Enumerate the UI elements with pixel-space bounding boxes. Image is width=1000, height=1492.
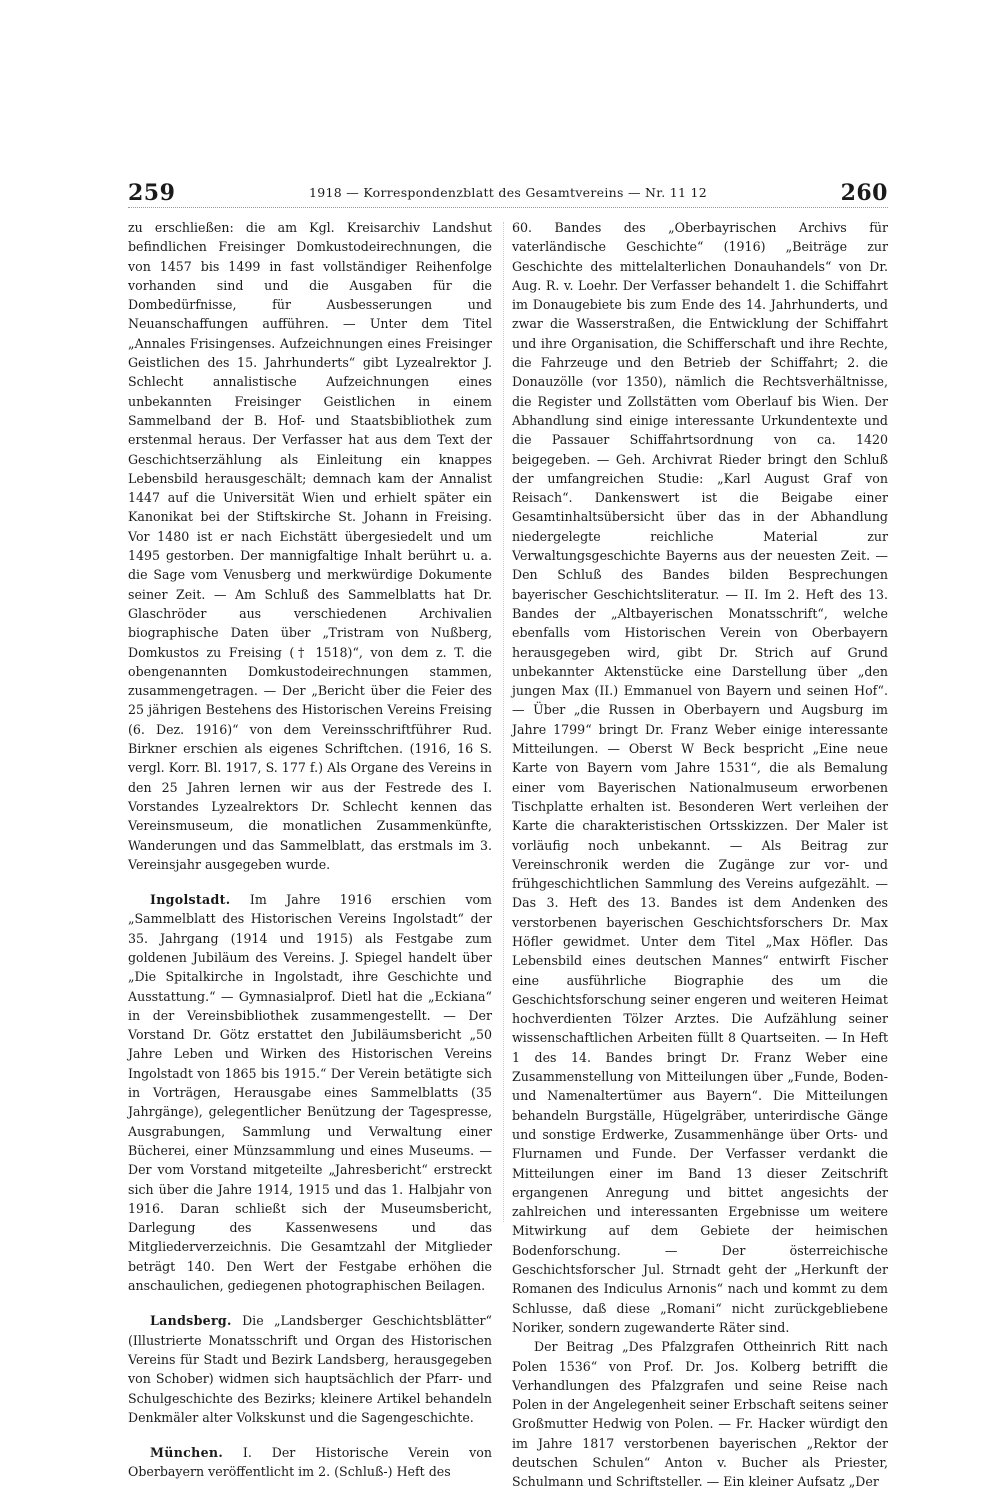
left-column xyxy=(128,218,492,1482)
running-title: 1918 — Korrespondenzblatt des Gesamtvereins — Nr. 11 12 xyxy=(308,185,708,200)
right-column xyxy=(512,218,888,1492)
muenchen-text: I. Der Historische Verein von Oberbayern veröffentlicht im 2. (Schluß-) Heft des xyxy=(128,1445,492,1480)
right-paragraph-ottheinrich: Der Beitrag „Des Pfalzgrafen Ottheinrich Ritt nach Polen 1536“ von Prof. Dr. Jos. Kolberg betrifft die Verhandlungen des Pfalzgrafen und seine Reise nach Polen in der Angelegenheit seiner Erbschaft seitens seiner Großmutter Hedwig von Polen. — Fr. Hacker würdigt den im Jahre 1817 verstorbenen bayerischen „Rektor der deutschen Schulen“ Anton v. Bucher als Priester, Schulmann und Schriftsteller. — Ein kleiner Aufsatz „Der xyxy=(512,1339,888,1490)
right-paragraph-archiv: 60. Bandes des „Oberbayrischen Archivs für vaterländische Geschichte“ (1916) „Beiträge zur Geschichte des mittelalterlichen Donauhandels“ von Dr. Aug. R. v. Loehr. Der Verfasser behandelt 1. die Schiffahrt im Donaugebiete bis zum Ende des 14. Jahrhunderts, und zwar die Wasserstraßen, die Entwicklung der Schiffahrt und ihre Organisation, die Schifferschaft und ihre Rechte, die Fahrzeuge und den Betrieb der Schiffahrt; 2. die Donauzölle (vor 1350), nämlich die Rechtsverhältnisse, die Register und Zollstätten vom Oberlauf bis Wien. Der Abhandlung sind einige interessante Urkundentexte und die Passauer Schiffahrtsordnung von ca. 1420 beigegeben. — Geh. Archivrat Rieder bringt den Schluß der umfangreichen Studie: „Karl August Graf von Reisach“. Dankenswert ist die Beigabe einer Gesamtinhaltsübersicht über das in der Abhandlung niedergelegte reichliche Material zur Verwaltungsgeschichte Bayerns aus der neuesten Zeit. — Den Schluß des Bandes bilden Besprechungen bayerischer Geschichtsliteratur. — II. Im 2. Heft des 13. Bandes der „Altbayerischen Monatsschrift“, welche ebenfalls vom Historischen Verein von Oberbayern herausgegeben wird, gibt Dr. Strich auf Grund unbekannter Aktenstücke eine Darstellung über „den jungen Max (II.) Emmanuel von Bayern und seinen Hof“. — Über „die Russen in Oberbayern und Augsburg im Jahre 1799“ bringt Dr. Franz Weber einige interessante Mitteilungen. — Oberst W Beck bespricht „Eine neue Karte von Bayern vom Jahre 1531“, die als Bemalung einer vom Bayerischen Nationalmuseum erworbenen Tischplatte erhalten ist. Besonderen Wert verleihen der Karte die charakteristischen Ortsskizzen. Der Maler ist vorläufig noch unbekannt. — Als Beitrag zur Vereinschronik werden die Zugänge zur vor- und frühgeschichtlichen Sammlung des Vereins aufgezählt. — Das 3. Heft des 13. Bandes ist dem Andenken des verstorbenen bayerischen Geschichtsforschers Dr. Max Höfler gewidmet. Unter dem Titel „Max Höfler. Das Lebensbild eines deutschen Mannes“ entwirft Fischer eine ausführliche Biographie des um die Geschichtsforschung seiner engeren und weiteren Heimat hochverdienten Tölzer Arztes. Die Aufzählung seiner wissenschaftlichen Arbeiten füllt 8 Quartseiten. — In Heft 1 des 14. Bandes bringt Dr. Franz Weber eine Zusammenstellung von Mitteilungen über „Funde, Boden- und Namenaltertümer aus Bayern“. Die Mitteilungen behandeln Burgställe, Hügelgräber, unterirdische Gänge und sonstige Erdwerke, Zusammenhänge über Orts- und Flurnamen und Funde. Der Verfasser verdankt die Mitteilungen einer im Band 13 dieser Zeitschrift ergangenen Anregung und bittet angesichts der zahlreichen und interessanten Ergebnisse um weitere Mitwirkung auf dem Gebiete der heimischen Bodenforschung. — Der österreichische Geschichtsforscher Jul. Strnadt geht der „Herkunft der Romanen des Indiculus Arnonis“ nach und kommt zu dem Schlusse, daß diese „Romani“ nicht zurückgebliebene Noriker, sondern zugewanderte Räter sind. xyxy=(512,220,888,1335)
left-paragraph-freising: zu erschließen: die am Kgl. Kreisarchiv Landshut befindlichen Freisinger Domkustodeirechnungen, die von 1457 bis 1499 in fast vollständiger Reihenfolge vorhanden sind und die Ausgaben für die Dombedürfnisse, für Ausbesserungen und Neuanschaffungen aufführen. — Unter dem Titel „Annales Frisingenses. Aufzeichnungen eines Freisinger Geistlichen des 15. Jahrhunderts“ gibt Lyzealrektor J. Schlecht annalistische Aufzeichnungen eines unbekannten Freisinger Geistlichen in einem Sammelband der B. Hof- und Staatsbibliothek zum erstenmal heraus. Der Verfasser hat aus dem Text der Geschichtserzählung als Einleitung ein knappes Lebensbild herausgeschält; demnach kam der Annalist 1447 auf die Universität Wien und erhielt später ein Kanonikat bei der Stiftskirche St. Johann in Freising. Vor 1480 ist er nach Eichstätt übergesiedelt und um 1495 gestorben. Der mannigfaltige Inhalt berührt u. a. die Sage vom Venusberg und merkwürdige Dokumente seiner Zeit. — Am Schluß des Sammelblatts hat Dr. Glaschröder aus verschiedenen Archivalien biographische Daten über „Tristram von Nußberg, Domkustos zu Freising († 1518)“, von dem z. T. die obengenannten Domkustodeirechnungen stammen, zusammengetragen. — Der „Bericht über die Feier des 25 jährigen Bestehens des Historischen Vereins Freising (6. Dez. 1916)“ von dem Vereinsschriftführer Rud. Birkner erschien als eigenes Schriftchen. (1916, 16 S. vergl. Korr. Bl. 1917, S. 177 f.) Als Organe des Vereins in den 25 Jahren lernen wir aus der Festrede des I. Vorstandes Lyzealrektors Dr. Schlecht kennen das Vereinsmuseum, die monatlichen Zusammenkünfte, Wanderungen und das Sammelblatt, das erstmals im 3. Vereinsjahr ausgegeben wurde. xyxy=(128,220,492,872)
left-paragraph-ingolstadt xyxy=(128,890,492,1295)
column-divider xyxy=(503,222,504,1222)
section-heading-muenchen: München. xyxy=(150,1445,224,1461)
header-rule xyxy=(128,207,888,208)
landsberg-text: Die „Landsberger Geschichtsblätter“ (Illustrierte Monatsschrift und Organ des Historischen Vereins für Stadt und Bezirk Landsberg, herausgegeben von Schober) widmen sich hauptsächlich der Pfarr- und Schulgeschichte des Bezirks; kleinere Artikel behandeln Denkmäler alter Volkskunst und die Sagengeschichte. xyxy=(128,1313,492,1425)
left-paragraph-landsberg xyxy=(128,1311,492,1427)
page-number-right: 260 xyxy=(840,180,888,206)
section-heading-ingolstadt: Ingolstadt. xyxy=(150,892,231,908)
section-heading-landsberg: Landsberg. xyxy=(150,1313,232,1329)
left-paragraph-muenchen xyxy=(128,1443,492,1482)
page-number-left: 259 xyxy=(128,180,176,206)
ingolstadt-text: Im Jahre 1916 erschien vom „Sammelblatt des Historischen Vereins Ingolstadt“ der 35. Jahrgang (1914 und 1915) als Festgabe zum goldenen Jubiläum des Vereins. J. Spiegel handelt über „Die Spitalkirche in Ingolstadt, ihre Geschichte und Ausstattung.“ — Gymnasialprof. Dietl hat die „Eckiana“ in der Vereinsbibliothek zusammengestellt. — Der Vorstand Dr. Götz erstattet den Jubiläumsbericht „50 Jahre Leben und Wirken des Historischen Vereins Ingolstadt von 1865 bis 1915.“ Der Verein betätigte sich in Vorträgen, Herausgabe eines Sammelblatts (35 Jahrgänge), gelegentlicher Benützung der Tagespresse, Ausgrabungen, Sammlung und Verwaltung einer Bücherei, einer Münzsammlung und eines Museums. — Der vom Vorstand mitgeteilte „Jahresbericht“ erstreckt sich über die Jahre 1914, 1915 und das 1. Halbjahr von 1916. Daran schließt sich der Museumsbericht, Darlegung des Kassenwesens und das Mitgliederverzeichnis. Die Gesamtzahl der Mitglieder beträgt 140. Den Wert der Festgabe erhöhen die anschaulichen, gediegenen photographischen Beilagen. xyxy=(128,892,492,1294)
